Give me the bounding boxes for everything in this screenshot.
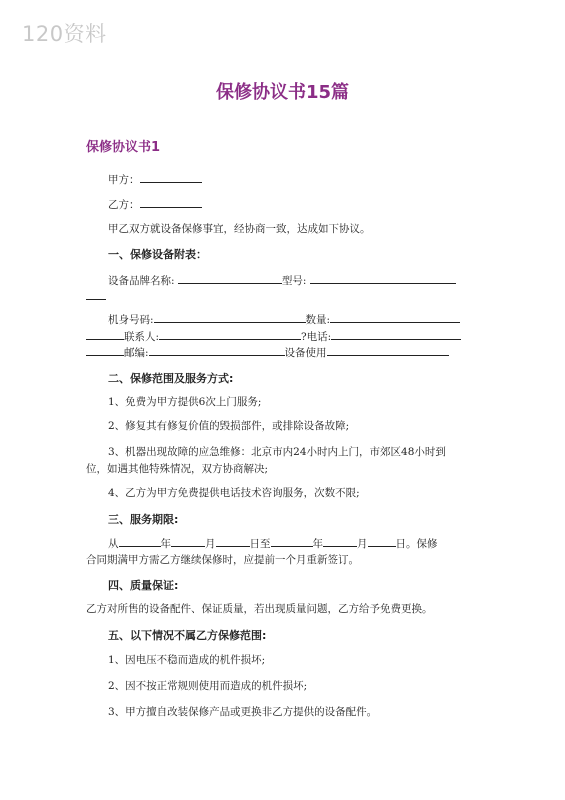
heading-scope: 二、保修范围及服务方式: xyxy=(108,372,234,385)
overflow-blank xyxy=(86,288,106,300)
serial-blank xyxy=(154,311,306,323)
zip-label: 邮编: xyxy=(124,347,149,359)
contact-label: 联系人: xyxy=(124,331,160,343)
day-to-label: 日至 xyxy=(249,538,271,550)
usage-label: 设备使用 xyxy=(284,347,327,359)
intro-text: 甲乙双方就设备保修事宜，经协商一致，达成如下协议。 xyxy=(108,223,371,235)
from-label: 从 xyxy=(108,538,119,550)
day-end-label: 日。保修 xyxy=(395,538,438,550)
end-month-label: 月 xyxy=(357,538,368,550)
party-a-blank xyxy=(140,171,202,183)
model-blank xyxy=(310,272,456,284)
brand-label: 设备品牌名称: xyxy=(108,275,175,287)
zip-usage-line xyxy=(86,344,481,362)
scope-item-3-line-1: 3、机器出现故障的应急维修：北京市内24小时内上门，市郊区48小时到 xyxy=(108,446,446,458)
heading-service-period: 三、服务期限: xyxy=(108,513,179,526)
exclusion-item-1: 1、因电压不稳而造成的机件损坏; xyxy=(108,654,266,666)
serial-label: 机身号码: xyxy=(108,314,154,326)
document-title: 保修协议书15篇 xyxy=(215,82,350,103)
serial-qty-line xyxy=(108,311,481,329)
usage-blank xyxy=(327,344,449,356)
party-b-blank xyxy=(140,196,202,208)
start-year-blank xyxy=(119,535,161,547)
month-label: 月 xyxy=(205,538,216,550)
party-b-label: 乙方： xyxy=(108,199,140,211)
end-year-label: 年 xyxy=(312,538,323,550)
exclusion-item-3: 3、甲方擅自改装保修产品或更换非乙方提供的设备配件。 xyxy=(108,706,378,718)
exclusion-item-2: 2、因不按正常规则使用而造成的机件损坏; xyxy=(108,680,308,692)
end-year-blank xyxy=(271,535,313,547)
renewal-text: 合同期满甲方需乙方继续保修时，应提前一个月重新签订。 xyxy=(86,554,359,566)
heading-quality: 四、质量保证: xyxy=(108,579,179,592)
end-day-blank xyxy=(368,535,396,547)
party-b-line xyxy=(108,196,481,214)
brand-blank xyxy=(178,272,282,284)
start-day-blank xyxy=(216,535,250,547)
model-label: 型号: xyxy=(281,275,307,287)
zip-pre-blank xyxy=(86,344,124,356)
scope-item-3-line-2: 位，如遇其他特殊情况，双方协商解决; xyxy=(86,463,269,475)
brand-model-overflow xyxy=(86,288,481,306)
quantity-blank xyxy=(330,311,460,323)
year-label: 年 xyxy=(160,538,171,550)
start-month-blank xyxy=(171,535,205,547)
phone-blank xyxy=(331,328,461,340)
scope-item-1: 1、免费为甲方提供6次上门服务; xyxy=(108,396,262,408)
phone-label: ?电话: xyxy=(301,331,332,343)
quantity-label: 数量: xyxy=(305,314,331,326)
heading-equipment: 一、保修设备附表： xyxy=(108,248,207,261)
section-title: 保修协议书1 xyxy=(86,140,161,155)
end-month-blank xyxy=(323,535,357,547)
contact-blank xyxy=(159,328,301,340)
quality-text: 乙方对所售的设备配件、保证质量，若出现质量问题，乙方给予免费更换。 xyxy=(86,603,433,615)
heading-exclusions: 五、以下情况不属乙方保修范围: xyxy=(108,629,267,642)
zip-blank xyxy=(149,344,285,356)
scope-item-4: 4、乙方为甲方免费提供电话技术咨询服务，次数不限; xyxy=(108,487,360,499)
party-a-line xyxy=(108,171,481,189)
contact-pre-blank xyxy=(86,328,124,340)
watermark: 120资料 xyxy=(22,22,107,46)
scope-item-2: 2、修复其有修复价值的毁损部件，或排除设备故障; xyxy=(108,420,350,432)
party-a-label: 甲方： xyxy=(108,174,140,186)
